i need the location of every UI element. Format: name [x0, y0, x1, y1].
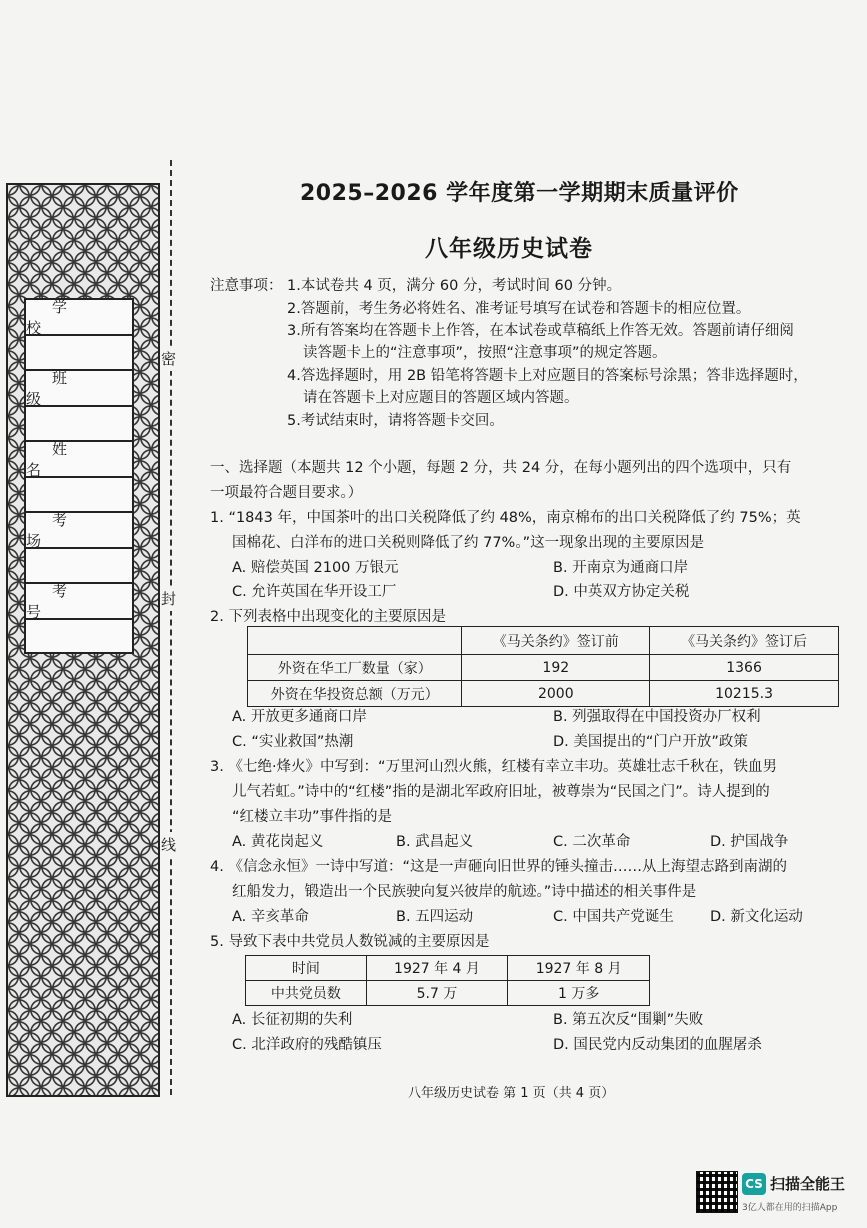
table-cell: [248, 627, 462, 655]
q1-stem: 1. “1843 年，中国茶叶的出口关税降低了约 48%，南京棉布的出口关税降低了约 75%；英: [210, 510, 801, 526]
table-cell: 2000: [462, 681, 650, 707]
q3-option-c: C. 二次革命: [553, 834, 631, 850]
q4-stem-b: 红船发力，锻造出一个民族驶向复兴彼岸的航迹。”诗中描述的相关事件是: [232, 884, 697, 900]
field-room-blank: [26, 549, 132, 584]
q3-option-d: D. 护国战争: [710, 834, 789, 850]
q1-option-b: B. 开南京为通商口岸: [553, 560, 689, 576]
table-cell: 1366: [650, 655, 839, 681]
q3-stem-b: 儿气若虹。”诗中的“红楼”指的是湖北军政府旧址，被尊崇为“民国之门”。诗人提到的: [232, 784, 770, 800]
q3-option-b: B. 武昌起义: [396, 834, 474, 850]
field-class: 班级: [26, 371, 132, 407]
q4-option-c: C. 中国共产党诞生: [553, 909, 674, 925]
q1-stem-b: 国棉花、白洋布的进口关税则降低了约 77%。”这一现象出现的主要原因是: [232, 535, 705, 551]
q4-option-b: B. 五四运动: [396, 909, 474, 925]
notice-item-5: 5.考试结束时，请将答题卡交回。: [287, 413, 504, 429]
qr-code-icon: [696, 1171, 738, 1213]
notice-item-4b: 请在答题卡上对应题目的答题区域内答题。: [303, 390, 579, 406]
q4-option-d: D. 新文化运动: [710, 909, 803, 925]
field-school-blank: [26, 336, 132, 371]
table-cell: 《马关条约》签订后: [650, 627, 839, 655]
q3-option-a: A. 黄花岗起义: [232, 834, 324, 850]
q5-stem: 5. 导致下表中共党员人数锐减的主要原因是: [210, 934, 490, 950]
q2-option-b: B. 列强取得在中国投资办厂权利: [553, 709, 761, 725]
table-row: [246, 956, 650, 981]
notice-item-1: 1.本试卷共 4 页，满分 60 分，考试时间 60 分钟。: [287, 278, 622, 294]
q5-option-d: D. 国民党内反动集团的血腥屠杀: [553, 1037, 762, 1053]
q2-stem: 2. 下列表格中出现变化的主要原因是: [210, 609, 446, 625]
cut-char-seal: 密: [161, 346, 176, 371]
table-cell: 1927 年 4 月: [366, 956, 508, 981]
q1-option-d: D. 中英双方协定关税: [553, 584, 690, 600]
field-room: 考场: [26, 513, 132, 549]
field-number-blank: [26, 620, 132, 653]
table-cell: 外资在华工厂数量（家）: [248, 655, 462, 681]
notice-item-4: 4.答选择题时，用 2B 铅笔将答题卡上对应题目的答案标号涂黑；答非选择题时，: [287, 368, 808, 384]
table-cell: 中共党员数: [246, 981, 367, 1006]
exam-subtitle: 八年级历史试卷: [425, 236, 593, 262]
q4-stem: 4. 《信念永恒》一诗中写道：“这是一声砸向旧世界的锤头撞击……从上海望志路到南湖的: [210, 859, 787, 875]
field-name-blank: [26, 478, 132, 513]
q5-option-b: B. 第五次反“围剿”失败: [553, 1012, 704, 1028]
q3-stem-c: “红楼立丰功”事件指的是: [232, 809, 393, 825]
q5-option-a: A. 长征初期的失利: [232, 1012, 353, 1028]
field-class-blank: [26, 407, 132, 442]
camscanner-logo-icon: CS: [742, 1173, 766, 1195]
notice-item-3b: 读答题卡上的“注意事项”，按照“注意事项”的规定答题。: [303, 345, 667, 361]
q5-table: [245, 955, 650, 1006]
camscanner-tagline: 3亿人都在用的扫描App: [742, 1203, 838, 1213]
table-cell: 《马关条约》签订前: [462, 627, 650, 655]
cut-char-fold: 封: [161, 586, 176, 611]
binding-cut-line: [170, 160, 172, 1095]
notice-item-3: 3.所有答案均在答题卡上作答，在本试卷或草稿纸上作答无效。答题前请仔细阅: [287, 323, 794, 339]
q2-option-c: C. “实业救国”热潮: [232, 734, 354, 750]
table-cell: 1 万多: [508, 981, 650, 1006]
table-cell: 外资在华投资总额（万元）: [248, 681, 462, 707]
student-info-box: [24, 298, 134, 654]
exam-title: 2025–2026 学年度第一学期期末质量评价: [300, 181, 739, 206]
q4-option-a: A. 辛亥革命: [232, 909, 309, 925]
table-row: [246, 981, 650, 1006]
table-row: [248, 655, 839, 681]
field-name: 姓名: [26, 442, 132, 478]
table-cell: 10215.3: [650, 681, 839, 707]
table-cell: 1927 年 8 月: [508, 956, 650, 981]
field-school: 学校: [26, 300, 132, 336]
q1-option-a: A. 赔偿英国 2100 万银元: [232, 560, 399, 576]
section-1-header: 一、选择题（本题共 12 个小题，每题 2 分，共 24 分，在每小题列出的四个选项中，只有: [210, 460, 792, 476]
table-row: [248, 627, 839, 655]
field-number: 考号: [26, 584, 132, 620]
section-1-header-b: 一项最符合题目要求。）: [210, 485, 363, 501]
camscanner-name: 扫描全能王: [770, 1175, 846, 1193]
page-footer: 八年级历史试卷 第 1 页（共 4 页）: [408, 1086, 615, 1101]
q3-stem: 3. 《七绝·烽火》中写到：“万里河山烈火熊，红楼有幸立丰功。英雄壮志千秋在，铁血男: [210, 759, 778, 775]
notice-label: 注意事项：: [210, 278, 283, 294]
cut-char-line: 线: [161, 832, 176, 857]
q2-table: [247, 626, 839, 707]
table-cell: 时间: [246, 956, 367, 981]
q2-option-d: D. 美国提出的“门户开放”政策: [553, 734, 748, 750]
q1-option-c: C. 允许英国在华开设工厂: [232, 584, 397, 600]
notice-item-2: 2.答题前，考生务必将姓名、准考证号填写在试卷和答题卡的相应位置。: [287, 301, 751, 317]
table-cell: 192: [462, 655, 650, 681]
table-row: [248, 681, 839, 707]
table-cell: 5.7 万: [366, 981, 508, 1006]
q5-option-c: C. 北洋政府的残酷镇压: [232, 1037, 382, 1053]
q2-option-a: A. 开放更多通商口岸: [232, 709, 367, 725]
